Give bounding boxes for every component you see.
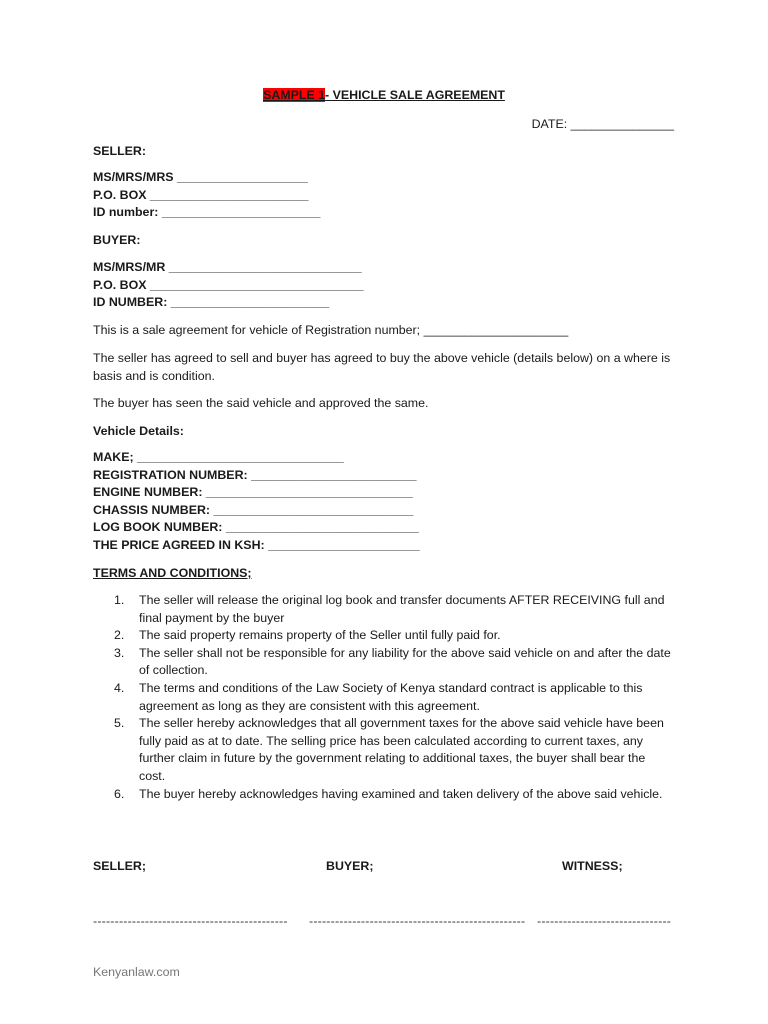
- buyer-heading: BUYER:: [93, 233, 141, 247]
- witness-signature-line: -------------------------------: [537, 914, 672, 928]
- term-item: [93, 592, 673, 627]
- vehicle-details-heading: Vehicle Details:: [93, 424, 184, 438]
- seller-po-box-field: P.O. BOX _______________________: [93, 188, 309, 202]
- term-item: [93, 786, 673, 804]
- seller-signature-label: SELLER;: [93, 859, 147, 873]
- buyer-signature-line: --------------------------------------------------: [309, 914, 526, 928]
- seller-heading: SELLER:: [93, 144, 147, 158]
- term-number: 4.: [114, 680, 125, 695]
- title-highlight: SAMPLE 1: [263, 88, 326, 102]
- term-number: 5.: [114, 716, 125, 731]
- log-book-number-field: LOG BOOK NUMBER: ____________________________: [93, 520, 419, 534]
- registration-paragraph: This is a sale agreement for vehicle of Registration number; _____________________: [93, 323, 569, 337]
- title-text: - VEHICLE SALE AGREEMENT: [325, 88, 505, 102]
- term-text: The terms and conditions of the Law Society of Kenya standard contract is applicable to this agreement as long as they are consistent with this agreement.: [139, 680, 643, 713]
- seller-id-field: ID number: _______________________: [93, 205, 321, 219]
- document-title: [0, 87, 768, 105]
- term-text: The seller will release the original log book and transfer documents AFTER RECEIVING full and final payment by the buyer: [139, 593, 665, 625]
- buyer-id-field: ID NUMBER: _______________________: [93, 295, 330, 309]
- seller-signature-line: ---------------------------------------------: [93, 914, 288, 928]
- chassis-number-field: CHASSIS NUMBER: _____________________________: [93, 503, 414, 517]
- term-text: The said property remains property of the Seller until fully paid for.: [139, 628, 501, 643]
- term-number: 1.: [114, 593, 125, 607]
- witness-signature-label: WITNESS;: [562, 859, 623, 873]
- term-number: 2.: [114, 628, 125, 643]
- buyer-name-field: MS/MRS/MR ____________________________: [93, 260, 362, 274]
- make-field: MAKE; ______________________________: [93, 450, 344, 464]
- seller-name-field: MS/MRS/MRS ___________________: [93, 170, 308, 184]
- agreement-paragraph: The seller has agreed to sell and buyer has agreed to buy the above vehicle (details below) on a where is basis and is condition.: [93, 351, 671, 383]
- term-item: [93, 715, 673, 785]
- terms-list: [93, 592, 673, 803]
- approval-paragraph: The buyer has seen the said vehicle and approved the same.: [93, 396, 429, 410]
- registration-number-field: REGISTRATION NUMBER: ________________________: [93, 468, 417, 482]
- term-number: 3.: [114, 645, 125, 660]
- term-item: [93, 627, 673, 645]
- date-field: DATE: _______________: [531, 117, 674, 131]
- term-text: The seller hereby acknowledges that all government taxes for the above said vehicle have been fully paid as at to date. The selling price has been calculated according to current taxes, any further claim in future by the government relating to additional taxes, the buyer shall bear the cost.: [139, 716, 664, 783]
- buyer-signature-label: BUYER;: [326, 859, 374, 873]
- term-item: [93, 645, 673, 680]
- engine-number-field: ENGINE NUMBER: ______________________________: [93, 485, 413, 499]
- buyer-po-box-field: P.O. BOX _______________________________: [93, 278, 364, 292]
- term-text: The seller shall not be responsible for any liability for the above said vehicle on and after the date of collection.: [139, 645, 671, 678]
- term-item: [93, 680, 673, 715]
- price-field: THE PRICE AGREED IN KSH: ______________________: [93, 538, 420, 552]
- term-number: 6.: [114, 786, 125, 801]
- terms-heading: TERMS AND CONDITIONS;: [93, 566, 252, 580]
- term-text: The buyer hereby acknowledges having examined and taken delivery of the above said vehicle.: [139, 786, 663, 801]
- footer-source: Kenyanlaw.com: [93, 965, 180, 979]
